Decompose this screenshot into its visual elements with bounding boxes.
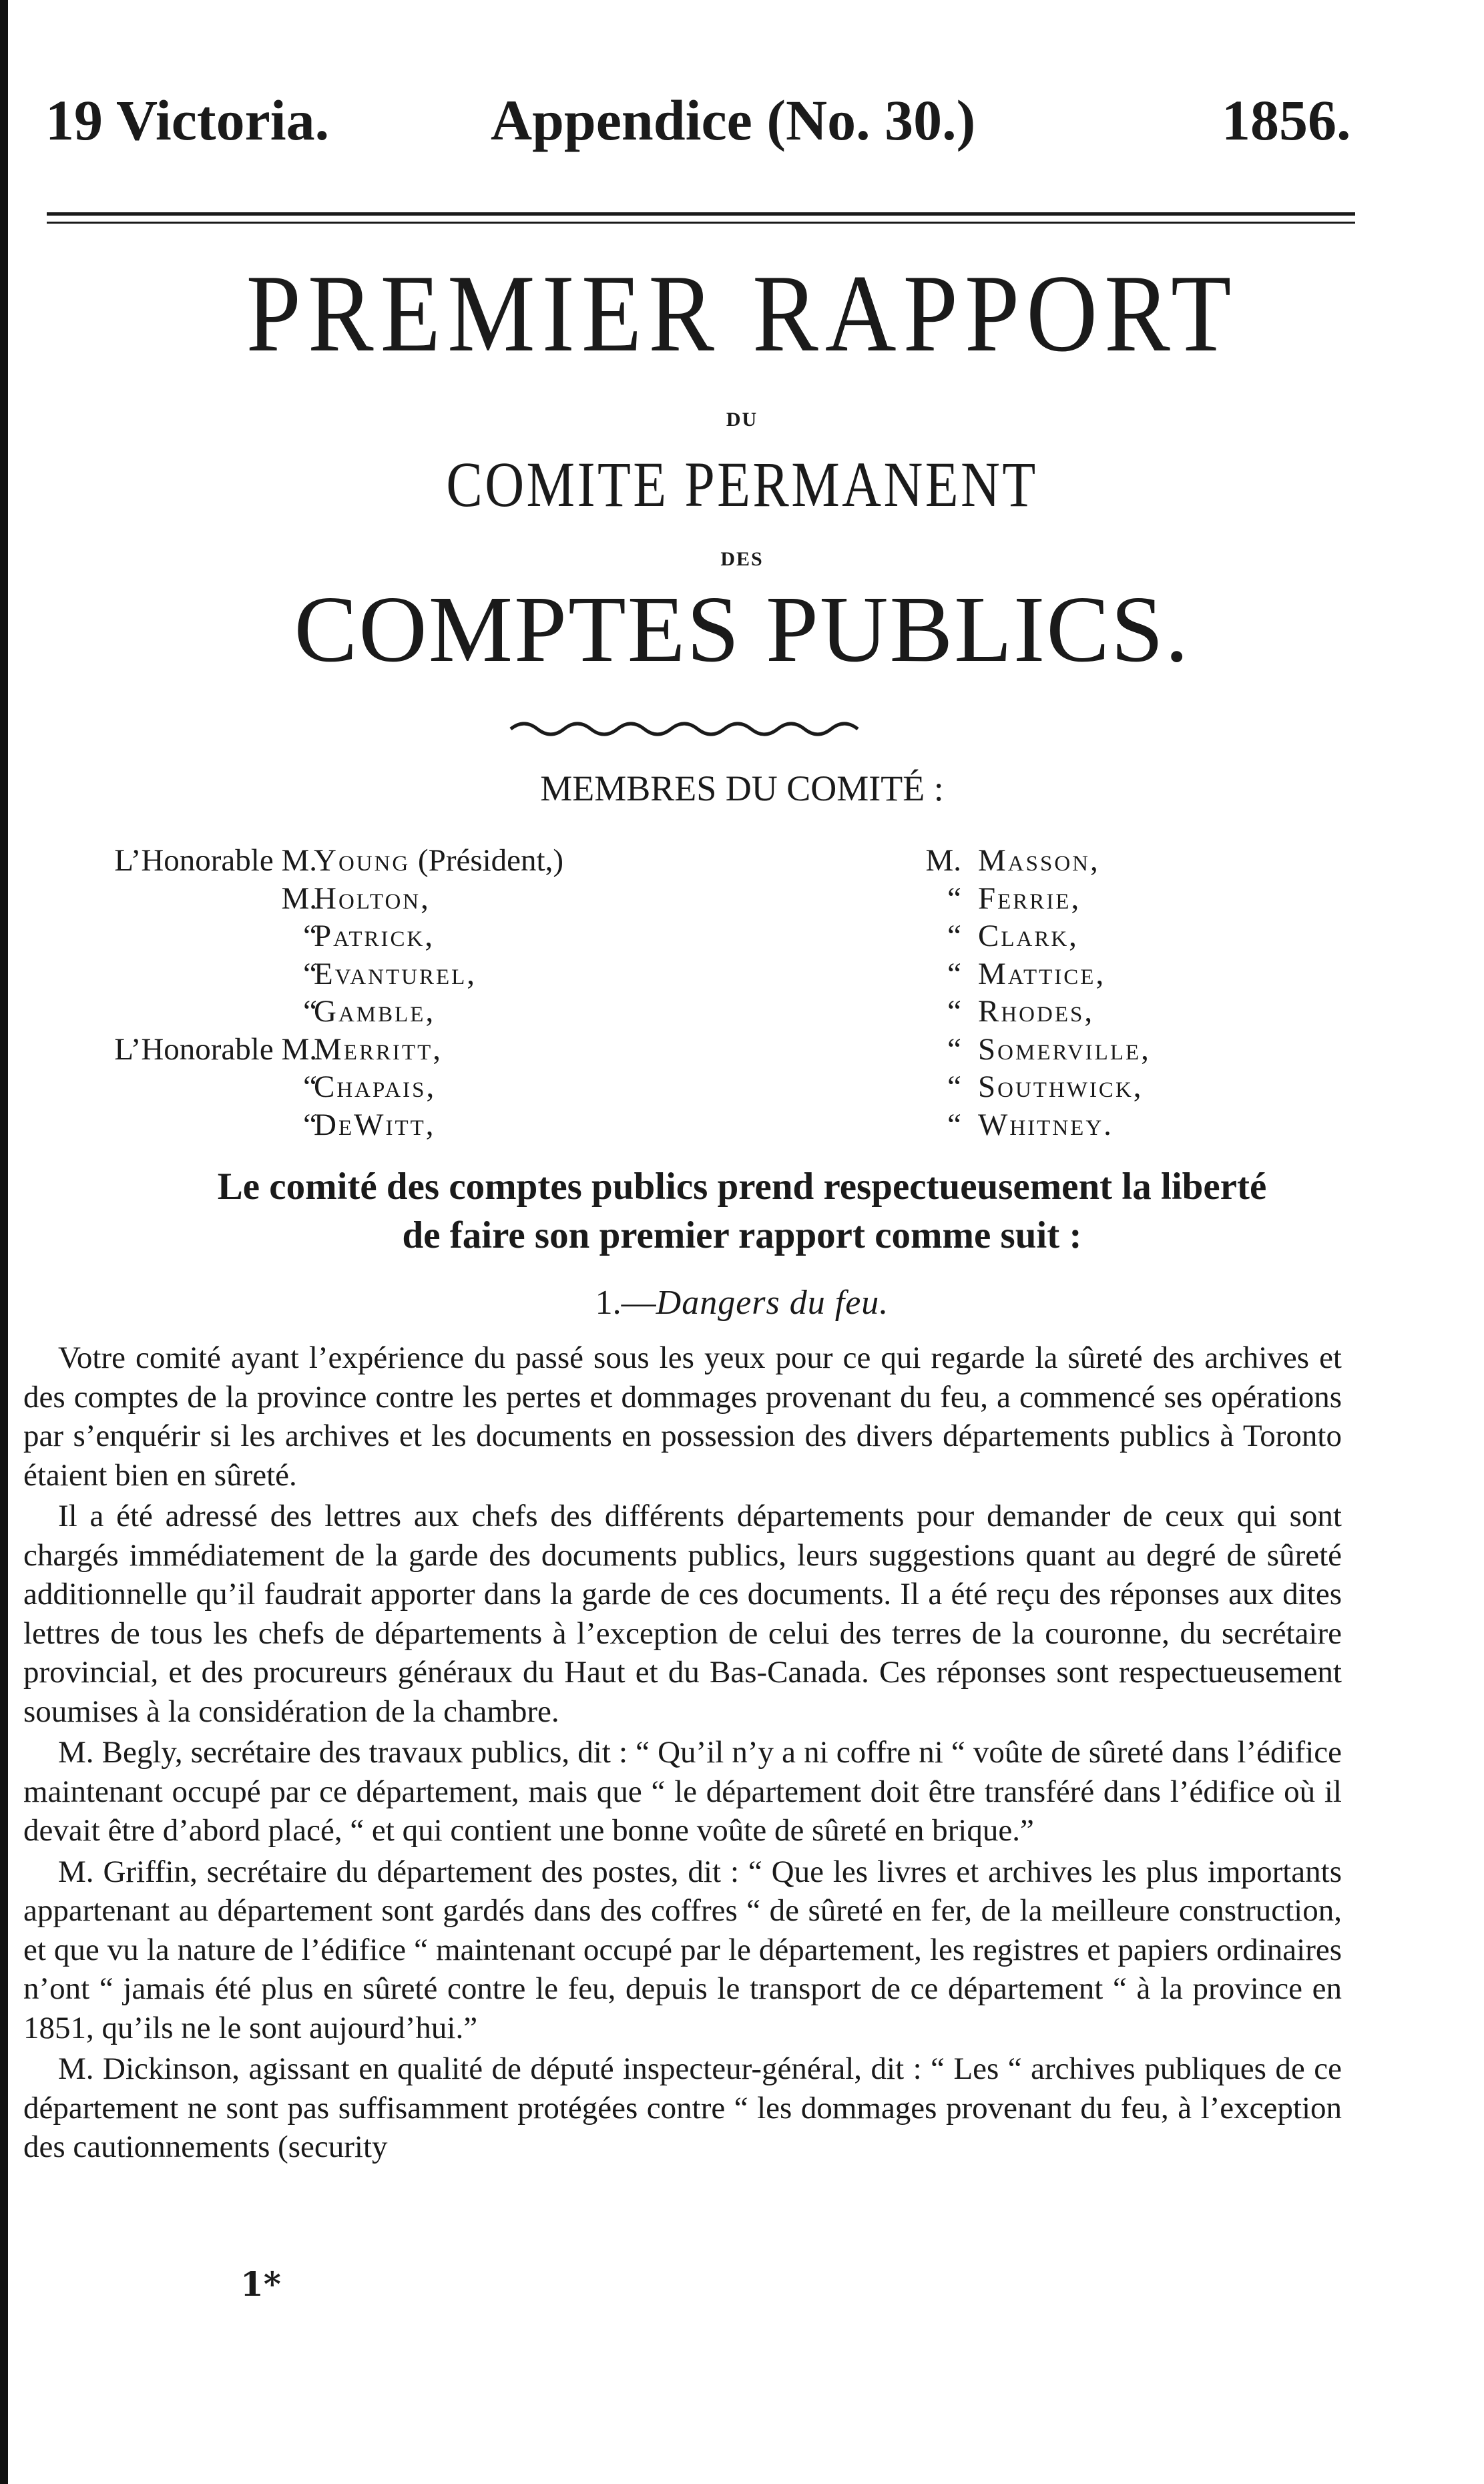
header-appendix: Appendice (No. 30.)	[491, 88, 976, 152]
member-prefix: “	[303, 1107, 317, 1142]
member-name: Whitney.	[978, 1107, 1114, 1142]
intro-line-1: Le comité des comptes publics prend respectueusement la liberté	[217, 1166, 1267, 1208]
paragraph-1: Votre comité ayant l’expérience du passé sous les yeux pour ce qui regarde la sûreté des archives et des comptes de la province contre les pertes et dommages provenant du feu, a commencé ses opérations par s’enquérir si les archives et les documents en possession des divers départements publics à Toronto étaient bien en sûreté.	[23, 1340, 1342, 1493]
members-heading: MEMBRES DU COMITÉ :	[540, 768, 944, 808]
member-prefix: L’Honorable M.	[114, 1031, 317, 1067]
member-left-row	[27, 918, 694, 955]
member-right-row	[915, 956, 1342, 993]
member-left-row	[27, 881, 694, 918]
member-prefix: “	[947, 881, 961, 916]
member-name: Young (Président,)	[314, 843, 564, 878]
intro-line-2: de faire son premier rapport comme suit :	[402, 1214, 1082, 1256]
member-prefix: “	[947, 994, 961, 1029]
member-name: Gamble,	[314, 994, 436, 1029]
member-prefix: L’Honorable M.	[114, 843, 317, 878]
member-name: Ferrie,	[978, 881, 1081, 916]
member-name: Somerville,	[978, 1031, 1151, 1067]
paragraph-3: M. Begly, secrétaire des travaux publics, dit : “ Qu’il n’y a ni coffre ni “ voûte de sûreté dans l’édifice maintenant occupé par ce département, mais que “ le département doit être transféré dans l’édifice où il devait être d’abord placé, “ et qui contient une bonne voûte de sûreté en brique.”	[23, 1735, 1342, 1848]
member-name: Mattice,	[978, 956, 1106, 991]
section-title: Dangers du feu.	[656, 1284, 889, 1322]
ornamental-rule	[507, 716, 861, 740]
signature-mark: 1*	[240, 2264, 281, 2304]
member-name: Rhodes,	[978, 994, 1095, 1029]
member-left-row	[27, 1031, 694, 1069]
header-year: 1856.	[1222, 88, 1351, 152]
member-right-row	[915, 881, 1342, 918]
member-prefix: M.	[925, 843, 961, 878]
member-prefix: “	[303, 1069, 317, 1104]
member-prefix: “	[947, 1069, 961, 1104]
member-right-row	[915, 842, 1342, 880]
title-premier-rapport: PREMIER RAPPORT	[246, 252, 1238, 375]
member-prefix: “	[303, 994, 317, 1029]
member-prefix: “	[303, 956, 317, 991]
member-name: Evanturel,	[314, 956, 477, 991]
member-name: Southwick,	[978, 1069, 1144, 1104]
member-name: DeWitt,	[314, 1107, 436, 1142]
section-number: 1.—	[595, 1284, 656, 1322]
paragraph-2: Il a été adressé des lettres aux chefs des différents départements pour demander de ceux qui sont chargés immédiatement de la garde des documents publics, leurs suggestions quant au degré de sûreté additionnelle qu’il faudrait apporter dans la garde de ces documents. Il a été reçu des réponses aux dites lettres de tous les chefs de départements à l’exception de celui des terres de la couronne, du secrétaire provincial, et des procureurs généraux du Haut et du Bas-Canada. Ces réponses sont respectueusement soumises à la considération de la chambre.	[23, 1499, 1342, 1729]
title-du: DU	[726, 409, 758, 431]
member-name: Merritt,	[314, 1031, 443, 1067]
member-prefix: “	[947, 1031, 961, 1067]
member-left-row	[27, 993, 694, 1031]
member-left-row	[27, 956, 694, 993]
section-heading	[0, 1283, 1484, 1322]
member-note: (Président,)	[410, 843, 564, 878]
member-name: Chapais,	[314, 1069, 437, 1104]
member-left-row	[27, 1107, 694, 1144]
header-session: 19 Victoria.	[45, 88, 330, 152]
title-comptes-publics: COMPTES PUBLICS.	[294, 576, 1190, 682]
member-left-row	[27, 1069, 694, 1106]
member-prefix: “	[947, 956, 961, 991]
member-prefix: “	[947, 919, 961, 953]
member-name: Clark,	[978, 919, 1079, 953]
body-text	[23, 1338, 1342, 2169]
member-prefix: M.	[281, 881, 317, 916]
member-prefix: “	[303, 919, 317, 953]
member-name: Masson,	[978, 843, 1100, 878]
member-prefix: “	[947, 1107, 961, 1142]
title-comite-permanent: COMITE PERMANENT	[446, 449, 1038, 520]
member-name: Patrick,	[314, 919, 435, 953]
paragraph-5: M. Dickinson, agissant en qualité de député inspecteur-général, dit : “ Les “ archives publiques de ce département ne sont pas suffisamment protégées contre “ les dommages provenant du feu, à l’exception des cautionnements (security	[23, 2051, 1342, 2164]
member-right-row	[915, 1069, 1342, 1106]
member-right-row	[915, 993, 1342, 1031]
member-right-row	[915, 1031, 1342, 1069]
header-rule-bottom	[47, 222, 1355, 224]
paragraph-4: M. Griffin, secrétaire du département des postes, dit : “ Que les livres et archives les plus importants appartenant au département sont gardés dans des coffres “ de sûreté en fer, de la meilleure construction, et que vu la nature de l’édifice “ maintenant occupé par le département, les registres et papiers ordinaires n’ont “ jamais été plus en sûreté contre le feu, depuis le transport de ce département “ à la province en 1851, qu’ils ne le sont aujourd’hui.”	[23, 1854, 1342, 2045]
member-right-row	[915, 1107, 1342, 1144]
header-rule-top	[47, 212, 1355, 216]
member-left-row	[27, 842, 694, 880]
member-right-row	[915, 918, 1342, 955]
title-des: DES	[720, 548, 764, 570]
member-name: Holton,	[314, 881, 431, 916]
